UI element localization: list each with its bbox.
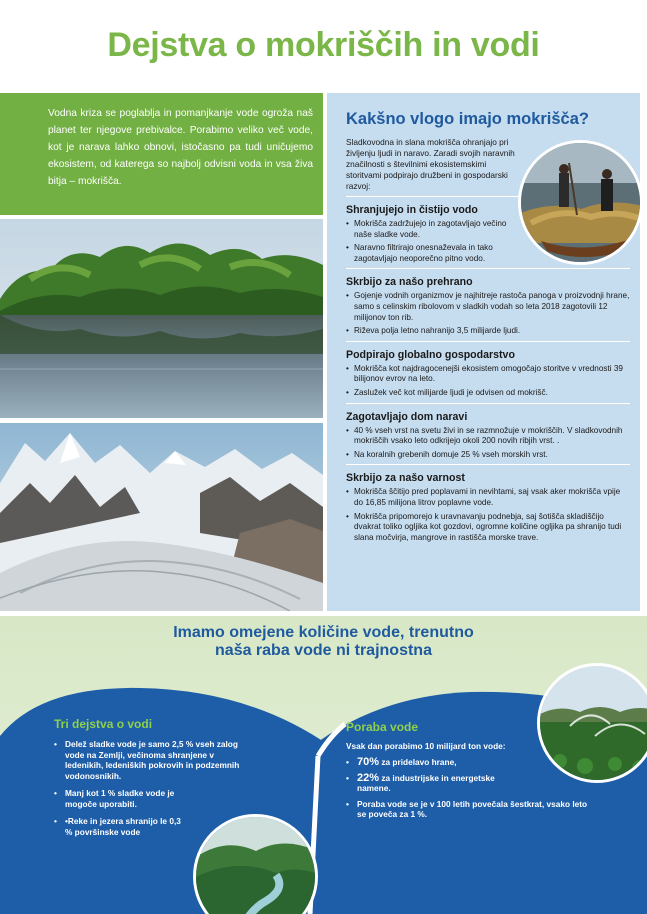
intro-box: Vodna kriza se poglablja in pomanjkanje vode ogroža naš planet ter njegove prebivalce. Porabimo veliko več vode, kot je narava lahko obnovi, istočasno pa tudi uničujemo ekosistem, od katerega so najbolj odvisni voda in vsa živa bitja – mokrišča.: [0, 93, 323, 215]
page-title: Dejstva o mokriščih in vodi: [107, 26, 540, 64]
usage-text: za pridelavo hrane,: [379, 757, 457, 767]
usage-list: [346, 757, 596, 825]
list-item: • 40 % vseh vrst na svetu živi in se razmnožuje v mokriščih. V sladkovodnih mokriščih vsako leto odkrijejo okoli 200 novih ribjih vrst. .: [346, 426, 630, 447]
facts-title: Tri dejstva o vodi: [54, 717, 153, 731]
list-item: • •Reke in jezera shranijo le 0,3 % površinske vode: [54, 816, 189, 837]
section-title: Zagotavljajo dom naravi: [346, 410, 468, 423]
section-title: Skrbijo za našo prehrano: [346, 276, 473, 289]
divider: [346, 464, 630, 465]
list-item: • Mokrišča kot najdragocenejši ekosistem omogočajo storitve v vrednosti 39 bilijonov evrov na leto.: [346, 364, 630, 385]
glacier-photo: [0, 423, 323, 611]
list-item: • Naravno filtrirajo onesnaževala in tako zagotavljajo neoporečno pitno vodo.: [346, 243, 514, 264]
list-item: • Zaslužek več kot milijarde ljudi je odvisen od mokrišč.: [346, 388, 630, 399]
divider: [346, 403, 630, 404]
usage-percent: 22%: [357, 771, 380, 784]
reed-harvest-photo: [518, 140, 643, 265]
divider: [346, 268, 630, 269]
section-title: Podpirajo globalno gospodarstvo: [346, 348, 515, 361]
list-item: • Mokrišča ščitijo pred poplavami in nevihtami, saj vsak aker mokrišča vpije do 16,85 milijona litrov poplavne vode.: [346, 487, 630, 508]
panel-lead: Sladkovodna in slana mokrišča ohranjajo pri življenju ljudi in naravo. Zaradi svojih naravnih značilnosti s številnimi ekosistemskimi storitvami podpirajo družbeni in gospodarski razvoj:: [346, 137, 515, 191]
list-item: • Poraba vode se je v 100 letih povečala šestkrat, vsako leto se poveča za 1 %.: [346, 799, 591, 820]
divider: [346, 341, 630, 342]
list-item: • Mokrišča pripomorejo k uravnavanju podnebja, saj šotišča skladiščijo dvakrat toliko ogljika kot gozdovi, ogromne količine ogljika pa shranijo tudi slana močvirja, mangrove in rastišča morske trave.: [346, 512, 630, 544]
list-item: • Delež sladke vode je samo 2,5 % vseh zalog vode na Zemlji, večinoma shranjene v ledenikih, ledeniških pokrovih in podzemnih vodonosnikih.: [54, 739, 254, 781]
usage-lead: Vsak dan porabimo 10 milijard ton vode:: [346, 741, 506, 751]
list-item: • Manj kot 1 % sladke vode je mogoče uporabiti.: [54, 788, 204, 809]
list-item: • Na koralnih grebenih domuje 25 % vseh morskih vrst.: [346, 450, 630, 461]
list-item: [346, 757, 596, 768]
bottom-heading-line2: naša raba vode ni trajnostna: [215, 642, 432, 659]
list-item: • Riževa polja letno nahranijo 3,5 milijarde ljudi.: [346, 326, 630, 337]
usage-text: za industrijske in energetske namene.: [357, 772, 495, 793]
usage-percent: 70%: [357, 756, 380, 768]
list-item: • Mokrišča zadržujejo in zagotavljajo večino naše sladke vode.: [346, 219, 514, 240]
section-title: Shranjujejo in čistijo vodo: [346, 204, 478, 216]
list-item: [346, 773, 496, 794]
list-item: • Gojenje vodnih organizmov je najhitreje rastoča panoga v proizvodnji hrane, samo s celinskim ribolovom v sladkih vodah so leta 2018 zagotovili 12 milijonov ton rib.: [346, 291, 630, 323]
panel-heading: Kakšno vlogo imajo mokrišča?: [346, 110, 589, 128]
usage-title: Poraba vode: [346, 720, 419, 734]
section-title: Skrbijo za našo varnost: [346, 472, 465, 485]
bottom-heading-line1: Imamo omejene količine vode, trenutno: [173, 624, 474, 641]
mangrove-photo: [0, 219, 323, 418]
bottom-heading: [0, 624, 647, 660]
facts-list: [54, 739, 254, 844]
